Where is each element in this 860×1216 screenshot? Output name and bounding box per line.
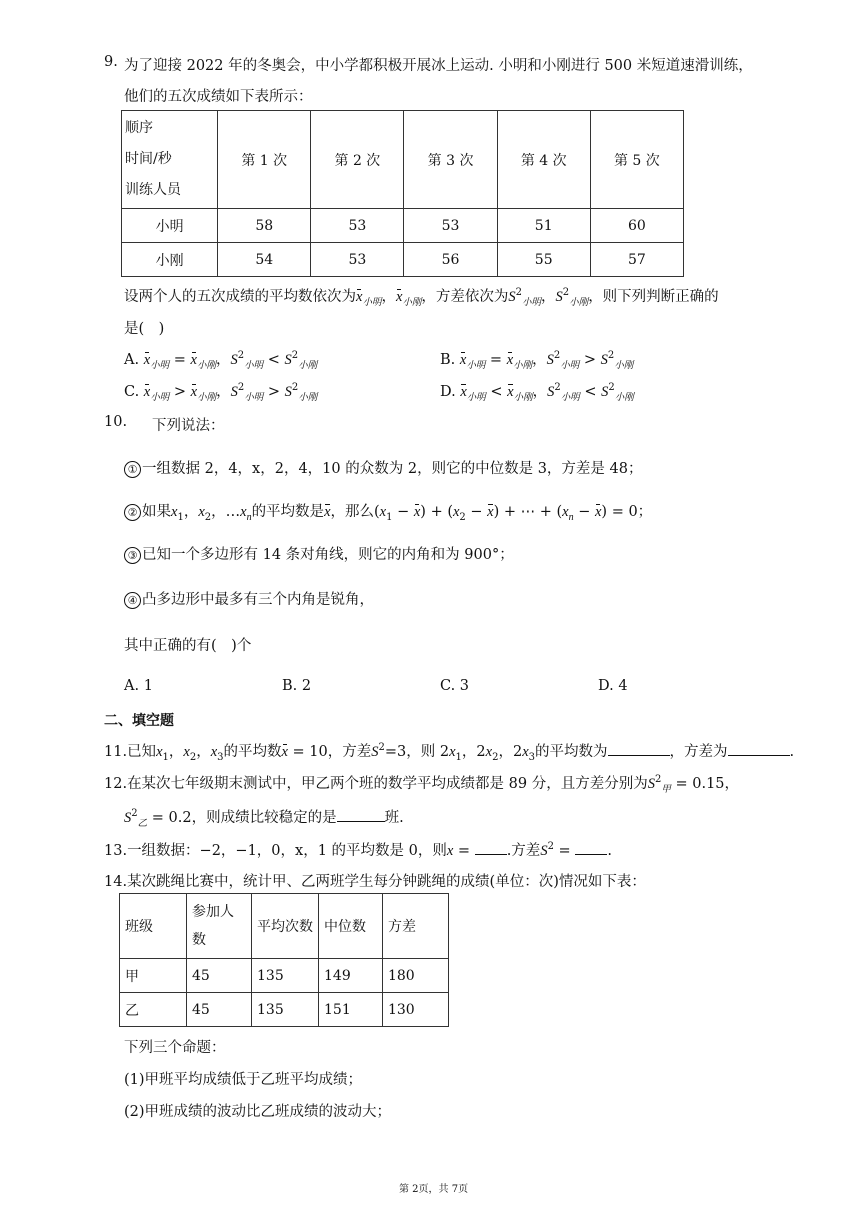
q14-header-part: 参加人 xyxy=(192,904,235,920)
q10-item-3-text: 已知一个多边形有 14 条对角线，则它的内角和为 900°； xyxy=(142,547,514,563)
q9-sub-gang: 小刚 xyxy=(513,360,533,371)
q10-choice-a: A. 1 xyxy=(124,678,153,694)
q14-table-row xyxy=(120,959,449,993)
q9-table xyxy=(121,110,684,277)
q9-sub-ming: 小明 xyxy=(522,297,542,308)
q10-item-3 xyxy=(124,543,514,564)
q9-col-header: 第 3 次 xyxy=(404,111,497,209)
q14-cell: 甲 xyxy=(120,959,187,993)
q12-text: = 0.15， xyxy=(670,776,740,792)
q14-table-row xyxy=(120,993,449,1027)
q9-cell: 53 xyxy=(311,243,404,277)
q9-sub-gang: 小刚 xyxy=(402,297,422,308)
q10-item-4-text: 凸多边形中最多有三个内角是锐角， xyxy=(142,592,374,608)
q9-col-header: 第 5 次 xyxy=(590,111,683,209)
q12-sub-yi: 乙 xyxy=(137,818,148,829)
q9-option-c: C. $x_{小明} > x_{小刚}$，$S^2_{小明} > S^2_{小刚}$ xyxy=(124,382,318,403)
q9-option-d: D. $x_{小明} < x_{小刚}$，$S^2_{小明} < S^2_{小刚}$ xyxy=(440,382,634,403)
q9-table-corner-header xyxy=(122,111,218,209)
q10-item-2-text: 的平均数是 xyxy=(251,504,325,520)
q9-row-name: 小明 xyxy=(122,209,218,243)
q14-line1 xyxy=(104,870,646,891)
circle-marker-1: ① xyxy=(124,461,141,478)
q11-text: =3，则 xyxy=(384,744,440,760)
q9-sub-ming: 小明 xyxy=(244,392,264,403)
q10-title: 下列说法： xyxy=(152,418,225,434)
q11-number: 11. xyxy=(104,744,128,760)
q11-text: ，方差 xyxy=(327,744,372,760)
q10-choice-b: B. 2 xyxy=(282,678,312,694)
q9-cell: 60 xyxy=(590,209,683,243)
q12-number: 12. xyxy=(104,776,128,792)
q9-sub-gang: 小刚 xyxy=(298,392,318,403)
q11-text: 的平均数为 xyxy=(535,744,608,760)
q9-col-header: 第 2 次 xyxy=(311,111,404,209)
q9-number: 9. xyxy=(104,54,118,70)
q9-cell: 57 xyxy=(590,243,683,277)
q10-item-2-text: ，那么 xyxy=(330,504,374,520)
q9-option-a: A. $x_{小明} = x_{小刚}$，$S^2_{小明} < S^2_{小刚}$ xyxy=(124,350,318,371)
q14-header-part: 数 xyxy=(192,932,207,948)
q14-header: 中位数 xyxy=(319,894,383,959)
q10-item-2-text: 如果 xyxy=(142,504,171,520)
q14-cell: 149 xyxy=(319,959,383,993)
page-footer: 第 2页，共 7页 xyxy=(399,1184,469,1195)
q11-text: ，方差为 xyxy=(669,744,728,760)
q9-cell: 56 xyxy=(404,243,497,277)
option-label: B. xyxy=(440,352,456,368)
q9-stem-part2: ，方差依次为 xyxy=(421,289,509,305)
q9-sub-ming: 小明 xyxy=(150,392,170,403)
q9-cell: 53 xyxy=(404,209,497,243)
q9-sub-gang: 小刚 xyxy=(197,392,217,403)
q10-choice-d: D. 4 xyxy=(598,678,628,694)
q10-item-2: ② 如果$x_1$，$x_2$，$\dots x_n$的平均数是x，那么$(x_1 - x) + (x_2 - x)$ + ⋯ + $(x_n - x) = 0$； xyxy=(124,500,652,521)
q9-sub-ming: 小明 xyxy=(560,392,580,403)
q9-table-row xyxy=(122,209,684,243)
q9-sub-ming: 小明 xyxy=(150,360,170,371)
q9-col-header: 第 1 次 xyxy=(218,111,311,209)
q10-item-1-text: 一组数据 2，4，x，2，4，10 的众数为 2，则它的中位数是 3，方差是 48； xyxy=(142,461,643,477)
q9-header-time: 时间/秒 xyxy=(125,151,172,167)
q9-col-header: 第 4 次 xyxy=(497,111,590,209)
section-heading: 二、填空题 xyxy=(104,713,174,729)
q12-text: = 0.2，则成绩比较稳定的是 xyxy=(147,810,337,826)
q14-header-participants xyxy=(187,894,252,959)
q9-sub-gang: 小刚 xyxy=(614,392,634,403)
answer-blank[interactable] xyxy=(337,807,385,822)
q13-text: .方差 xyxy=(506,843,541,859)
q14-header: 方差 xyxy=(382,894,448,959)
q9-header-order: 顺序 xyxy=(125,120,153,136)
q14-text: 某次跳绳比赛中，统计甲、乙两班学生每分钟跳绳的成绩(单位：次)情况如下表： xyxy=(127,874,646,890)
answer-blank[interactable] xyxy=(728,741,790,756)
q14-header: 平均次数 xyxy=(252,894,319,959)
q9-sub-ming: 小明 xyxy=(466,392,486,403)
q14-number: 14. xyxy=(104,874,128,890)
q12-line1: 12.在某次七年级期末测试中，甲乙两个班的数学平均成绩都是 89 分，且方差分别为$S^2_甲 = 0.15$， xyxy=(104,774,740,795)
circle-marker-3: ③ xyxy=(124,547,141,564)
q9-sub-ming: 小明 xyxy=(466,360,486,371)
q12-text: 在某次七年级期末测试中，甲乙两个班的数学平均成绩都是 89 分，且方差分别为 xyxy=(127,776,648,792)
q9-sub-ming: 小明 xyxy=(244,360,264,371)
answer-blank[interactable] xyxy=(608,741,670,756)
q14-cell: 130 xyxy=(382,993,448,1027)
q14-cell: 135 xyxy=(252,993,319,1027)
q9-table-row xyxy=(122,243,684,277)
circle-marker-2: ② xyxy=(124,504,141,521)
q9-stem-end: 是( ) xyxy=(124,321,165,337)
q13-end: . xyxy=(607,843,612,859)
q14-intro: 下列三个命题： xyxy=(124,1040,226,1056)
q12-line2: $S^2_乙 = 0.2$，则成绩比较稳定的是 班. xyxy=(124,808,404,829)
q11-end: . xyxy=(789,744,795,760)
q9-row-name: 小刚 xyxy=(122,243,218,277)
q9-stem: 设两个人的五次成绩的平均数依次为$x_{小明}$，$x_{小刚}$，方差依次为$S^2_{小明}$，$S^2_{小刚}$，则下列判断正确的 xyxy=(124,287,719,308)
q9-sub-gang: 小刚 xyxy=(298,360,318,371)
q9-sub-ming: 小明 xyxy=(560,360,580,371)
q9-sub-gang: 小刚 xyxy=(569,297,589,308)
q9-text-line1: 为了迎接 2022 年的冬奥会，中小学都积极开展冰上运动. 小明和小刚进行 500 米短道速滑训练， xyxy=(124,58,753,74)
q9-cell: 53 xyxy=(311,209,404,243)
option-label: A. xyxy=(124,352,140,368)
q11-line: 11.已知$x_1$，$x_2$，$x_3$的平均数x = 10，方差$S^2=3$，则 $2x_1$，$2x_2$，$2x_3$的平均数为 ，方差为 . xyxy=(104,742,795,763)
q11-text: 的平均数 xyxy=(223,744,282,760)
q11-text: 已知 xyxy=(127,744,157,760)
q13-text: 一组数据：−2，−1，0，x，1 的平均数是 0，则 xyxy=(127,843,447,859)
q10-choice-c: C. 3 xyxy=(440,678,470,694)
answer-blank[interactable] xyxy=(575,840,607,855)
q14-cell: 乙 xyxy=(120,993,187,1027)
q14-prop-2: (2)甲班成绩的波动比乙班成绩的波动大； xyxy=(124,1104,392,1120)
q9-sub-gang: 小刚 xyxy=(614,360,634,371)
q13-line: 13.一组数据：−2，−1，0，x，1 的平均数是 0，则x = .方差$S^2$ = . xyxy=(104,841,612,859)
q9-sub-gang: 小刚 xyxy=(513,392,533,403)
q10-item-1 xyxy=(124,457,642,478)
answer-blank[interactable] xyxy=(475,840,507,855)
q9-sub-ming: 小明 xyxy=(362,297,382,308)
q14-cell: 45 xyxy=(187,959,252,993)
q9-cell: 55 xyxy=(497,243,590,277)
q14-table xyxy=(119,893,449,1027)
q14-cell: 180 xyxy=(382,959,448,993)
option-label: C. xyxy=(124,384,140,400)
q9-sub-gang: 小刚 xyxy=(196,360,216,371)
q14-cell: 151 xyxy=(319,993,383,1027)
q9-cell: 58 xyxy=(218,209,311,243)
q9-text-line2: 他们的五次成绩如下表所示： xyxy=(124,89,313,105)
q12-end: 班. xyxy=(384,810,404,826)
q13-number: 13. xyxy=(104,843,128,859)
q10-item-4 xyxy=(124,588,374,609)
q9-cell: 51 xyxy=(497,209,590,243)
q9-option-b: B. $x_{小明} = x_{小刚}$，$S^2_{小明} > S^2_{小刚}$ xyxy=(440,350,634,371)
q14-cell: 45 xyxy=(187,993,252,1027)
q9-header-person: 训练人员 xyxy=(125,182,181,198)
circle-marker-4: ④ xyxy=(124,592,141,609)
q14-cell: 135 xyxy=(252,959,319,993)
q14-prop-1: (1)甲班平均成绩低于乙班平均成绩； xyxy=(124,1072,363,1088)
q14-header: 班级 xyxy=(120,894,187,959)
q9-stem-part1: 设两个人的五次成绩的平均数依次为 xyxy=(124,289,356,305)
option-label: D. xyxy=(440,384,456,400)
q10-number: 10. xyxy=(104,414,128,430)
q9-cell: 54 xyxy=(218,243,311,277)
q10-count: 其中正确的有( )个 xyxy=(124,638,252,654)
q12-sub-jia: 甲 xyxy=(661,784,671,795)
q9-stem-part3: ，则下列判断正确的 xyxy=(588,289,719,305)
